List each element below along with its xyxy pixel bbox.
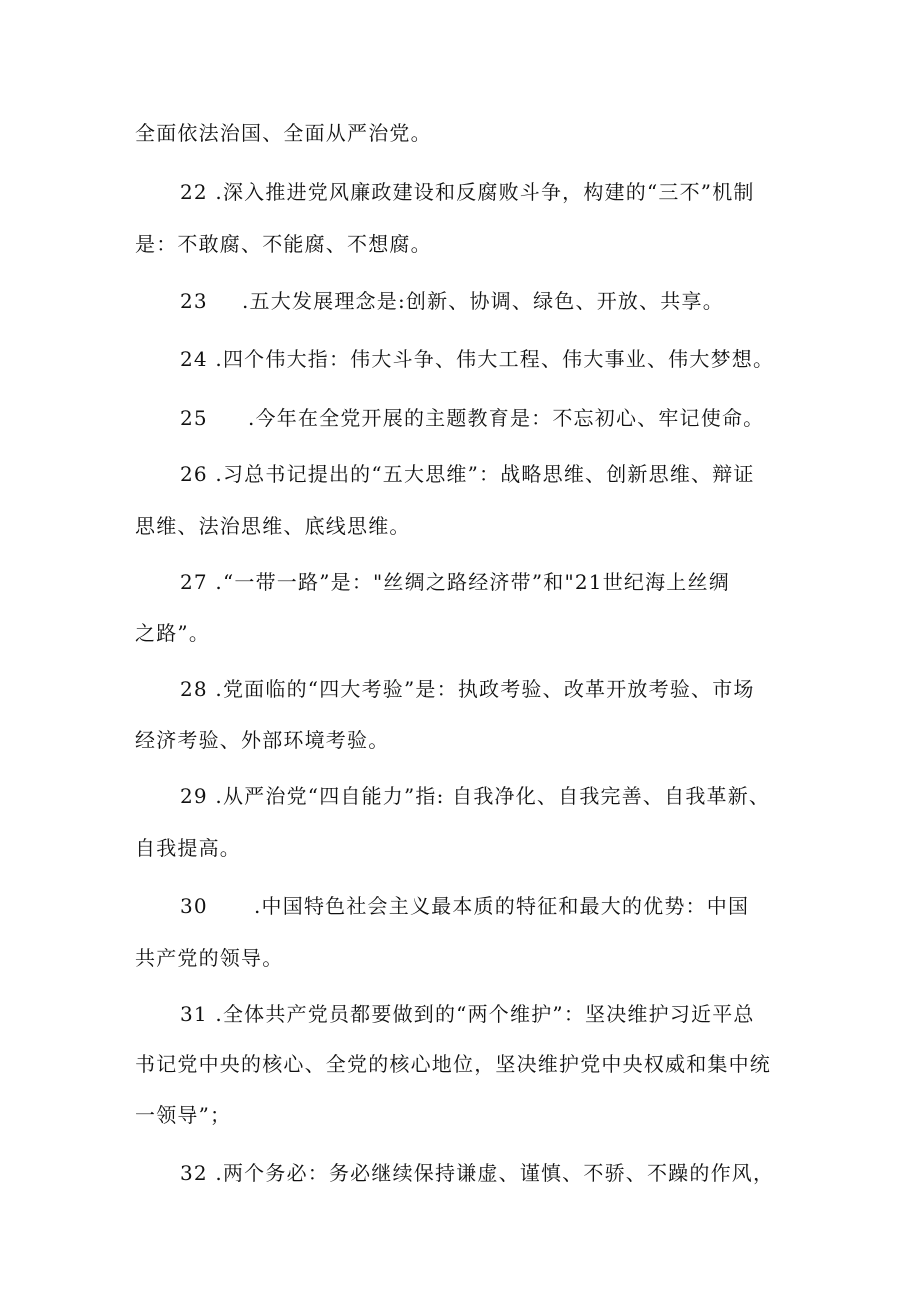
- item-number: 31: [180, 1002, 208, 1026]
- paragraph-line: 全面依法治国、全面从严治党。: [135, 121, 432, 145]
- list-item-31: [180, 1001, 755, 1027]
- item-text: .从严治党“四自能力”指: 自我净化、自我完善、自我革新、: [215, 784, 771, 808]
- item-text: .两个务必：务必继续保持谦虚、谨慎、不骄、不躁的作风，: [215, 1161, 775, 1185]
- item-number: 24: [180, 347, 208, 371]
- item-text: .“一带一路”是："丝绸之路经济带”和"21世纪海上丝绸: [215, 570, 730, 594]
- item-text: .四个伟大指：伟大斗争、伟大工程、伟大事业、伟大梦想。: [215, 347, 775, 371]
- item-text: .全体共产党员都要做到的“两个维护”：坚决维护习近平总: [215, 1002, 755, 1026]
- list-item-27: [180, 569, 730, 595]
- list-item-24: [180, 346, 774, 372]
- item-text: .党面临的“四大考验”是：执政考验、改革开放考验、市场: [215, 677, 755, 701]
- list-item-28: [180, 676, 755, 702]
- item-number: 32: [180, 1161, 208, 1185]
- item-text: .深入推进党风廉政建设和反腐败斗争，构建的“三不”机制: [215, 180, 755, 204]
- item-number: 22: [180, 180, 208, 204]
- list-item-29: [180, 783, 770, 809]
- item-number: 28: [180, 677, 208, 701]
- list-item-27-cont: 之路”。: [135, 621, 211, 645]
- item-number: 23: [180, 289, 208, 313]
- list-item-26: [180, 461, 755, 487]
- list-item-22: [180, 179, 755, 205]
- item-number: 25: [180, 406, 208, 430]
- list-item-28-cont: 经济考验、外部环境考验。: [135, 728, 390, 752]
- list-item-31-cont: 书记党中央的核心、全党的核心地位，坚决维护党中央权威和集中统: [135, 1052, 771, 1076]
- list-item-25: [180, 405, 764, 431]
- item-number: 27: [180, 570, 208, 594]
- list-item-30-cont: 共产党的领导。: [135, 946, 284, 970]
- list-item-31-cont: 一领导”；: [135, 1103, 232, 1127]
- list-item-29-cont: 自我提高。: [135, 836, 241, 860]
- item-number: 26: [180, 462, 208, 486]
- list-item-22-cont: 是：不敢腐、不能腐、不想腐。: [135, 232, 432, 256]
- item-text: .五大发展理念是:创新、协调、绿色、开放、共享。: [242, 289, 724, 313]
- list-item-23: [180, 288, 724, 314]
- list-item-32: [180, 1160, 774, 1186]
- item-text: .习总书记提出的“五大思维”：战略思维、创新思维、辩证: [215, 462, 755, 486]
- item-text: .今年在全党开展的主题教育是：不忘初心、牢记使命。: [248, 406, 765, 430]
- item-number: 29: [180, 784, 208, 808]
- item-text: .中国特色社会主义最本质的特征和最大的优势：中国: [254, 894, 750, 918]
- list-item-26-cont: 思维、法治思维、底线思维。: [135, 514, 411, 538]
- item-number: 30: [180, 894, 208, 918]
- list-item-30: [180, 893, 749, 919]
